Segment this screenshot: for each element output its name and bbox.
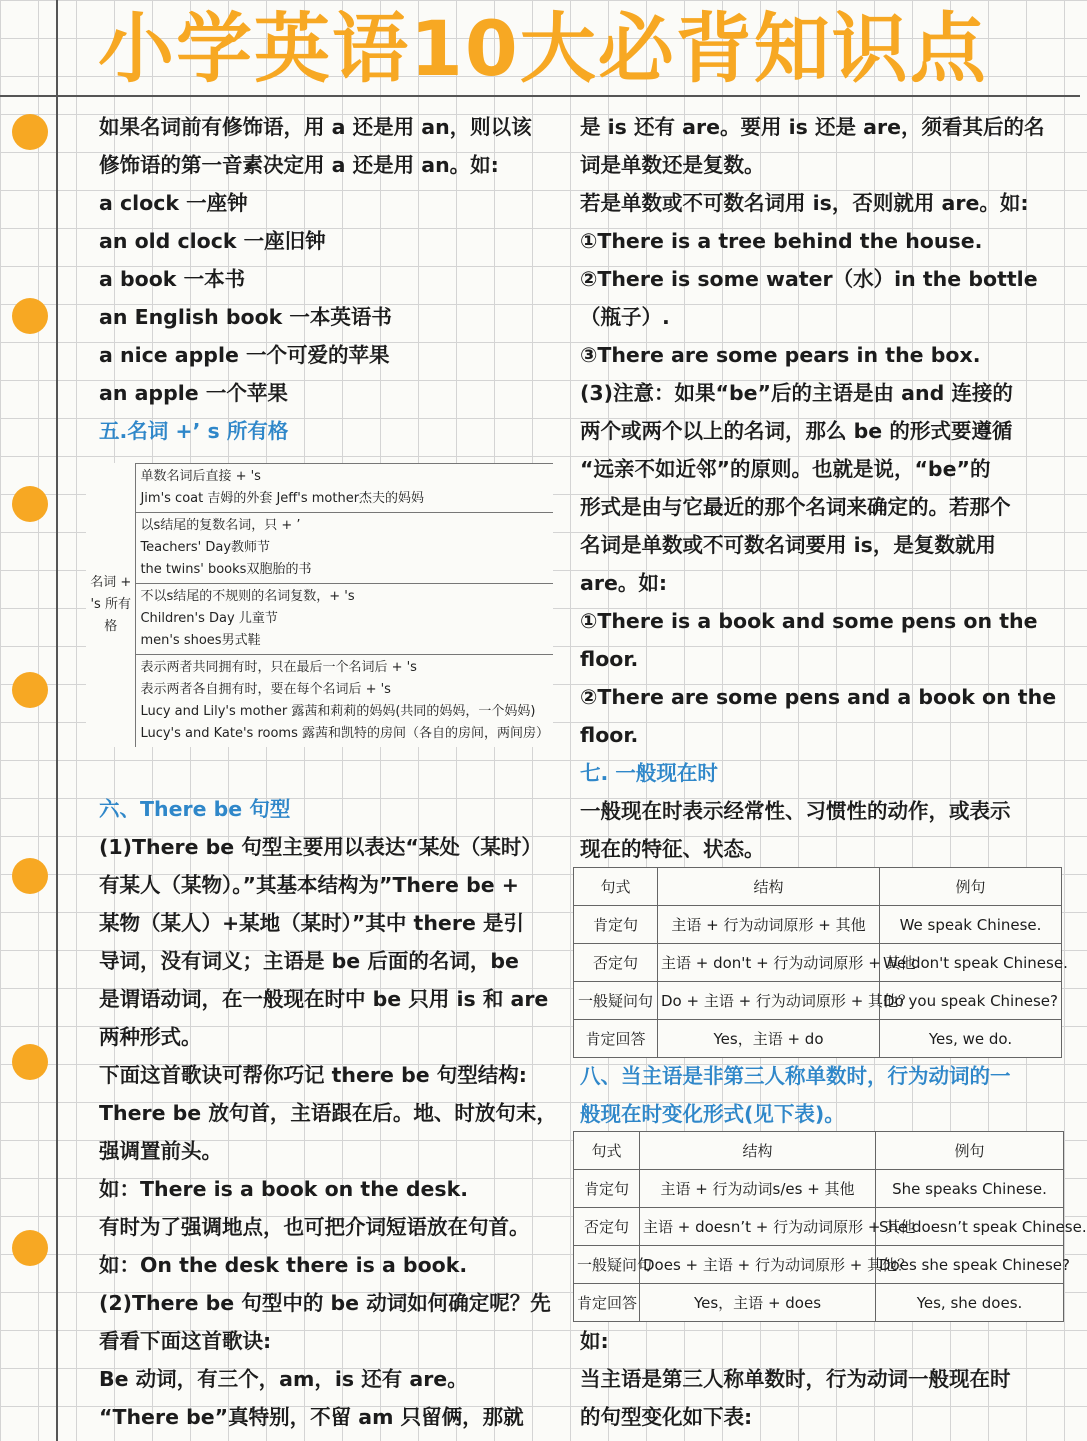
text-line: There be 放句首，主语跟在后。地、时放句末， — [99, 1101, 557, 1125]
binder-hole-dot — [12, 672, 48, 708]
binder-hole-dot — [12, 858, 48, 894]
table-cell: Yes，主语 + do — [658, 1020, 880, 1058]
possessive-rule-line: Lucy and Lily's mother 露茜和莉莉的妈妈(共同的妈妈，一个妈妈) — [140, 704, 536, 719]
table-cell: We speak Chinese. — [880, 906, 1062, 944]
table-cell: Do + 主语 + 行为动词原形 + 其他？ — [658, 982, 880, 1020]
text-line: 现在的特征、状态。 — [580, 837, 765, 861]
table-header-cell: 结构 — [658, 868, 880, 906]
text-line: floor. — [580, 647, 639, 671]
text-line: 的句型变化如下表: — [580, 1405, 753, 1429]
text-line: ②There are some pens and a book on the — [580, 685, 1057, 709]
table-row — [574, 1208, 1064, 1246]
table-cell: Do you speak Chinese? — [880, 982, 1062, 1020]
binder-hole-dot — [12, 114, 48, 150]
text-line: 是谓语动词，在一般现在时中 be 只用 is 和 are — [99, 987, 549, 1011]
section-heading: 七. 一般现在时 — [580, 761, 718, 785]
text-line: 某物（某人）+某地（某时）”其中 there 是引 — [99, 911, 524, 935]
table-header-cell: 句式 — [574, 868, 658, 906]
text-line: ①There is a book and some pens on the — [580, 609, 1038, 633]
possessive-rule-line: Jim's coat 吉姆的外套 Jeff's mother杰夫的妈妈 — [140, 491, 425, 506]
page-title: 小学英语10大必背知识点 — [98, 4, 988, 93]
table-row — [574, 1284, 1064, 1322]
text-line: a clock 一座钟 — [99, 191, 248, 215]
table-header-cell: 结构 — [640, 1132, 876, 1170]
text-line: 词是单数还是复数。 — [580, 153, 765, 177]
table-cell: She doesn’t speak Chinese. — [876, 1208, 1064, 1246]
section-heading: 八、当主语是非第三人称单数时，行为动词的一 — [580, 1064, 1011, 1088]
possessive-table — [86, 463, 553, 747]
table-row — [574, 944, 1062, 982]
text-line: “远亲不如近邻”的原则。也就是说，“be”的 — [580, 457, 991, 481]
text-line: 两个或两个以上的名词，那么 be 的形式要遵循 — [580, 419, 1013, 443]
third-person-table — [573, 1131, 1087, 1322]
table-cell: 一般疑问句 — [574, 1246, 640, 1284]
text-line: 是 is 还有 are。要用 is 还是 are，须看其后的名 — [580, 115, 1045, 139]
possessive-rule-line: 不以s结尾的不规则的名词复数，+ 's — [140, 589, 355, 604]
possessive-rule-cell — [136, 513, 553, 584]
table-header-cell: 句式 — [574, 1132, 640, 1170]
text-line: an apple 一个苹果 — [99, 381, 288, 405]
table-row — [574, 1246, 1064, 1284]
possessive-rule-cell — [136, 655, 553, 748]
table-cell: Does she speak Chinese? — [876, 1246, 1064, 1284]
table-cell: 肯定句 — [574, 906, 658, 944]
table-header-cell: 例句 — [880, 868, 1062, 906]
text-line: a book 一本书 — [99, 267, 246, 291]
text-line: 如：On the desk there is a book. — [99, 1253, 468, 1277]
table-cell: 否定句 — [574, 944, 658, 982]
text-line: 当主语是第三人称单数时，行为动词一般现在时 — [580, 1367, 1011, 1391]
text-line: 如：There is a book on the desk. — [99, 1177, 469, 1201]
possessive-rule-line: Lucy's and Kate's rooms 露茜和凯特的房间（各自的房间，两间房） — [140, 726, 549, 741]
text-line: 修饰语的第一音素决定用 a 还是用 an。如: — [99, 153, 499, 177]
text-line: ③There are some pears in the box. — [580, 343, 981, 367]
text-line: an old clock 一座旧钟 — [99, 229, 326, 253]
text-line: 形式是由与它最近的那个名词来确定的。若那个 — [580, 495, 1011, 519]
text-line: （瓶子）. — [580, 305, 670, 329]
text-line: a nice apple 一个可爱的苹果 — [99, 343, 390, 367]
table-cell: 主语 + don't + 行为动词原形 + 其他 — [658, 944, 880, 982]
text-line: (3)注意：如果“be”后的主语是由 and 连接的 — [580, 381, 1013, 405]
possessive-rule-cell — [136, 584, 553, 655]
table-cell: She speaks Chinese. — [876, 1170, 1064, 1208]
table-cell: Yes，主语 + does — [640, 1284, 876, 1322]
text-line: 有某人（某物）。”其基本结构为”There be + — [99, 873, 519, 897]
possessive-rule-line: 以s结尾的复数名词，只 + ’ — [140, 518, 301, 533]
text-line: 若是单数或不可数名词用 is，否则就用 are。如: — [580, 191, 1029, 215]
possessive-rule-line: 表示两者各自拥有时，要在每个名词后 + 's — [140, 682, 391, 697]
binder-hole-dot — [12, 486, 48, 522]
text-line: 导词，没有词义；主语是 be 后面的名词，be — [99, 949, 519, 973]
possessive-rule-cell — [136, 464, 553, 513]
text-line: ②There is some water（水）in the bottle — [580, 267, 1038, 291]
text-line: “There be”真特别，不留 am 只留俩，那就 — [99, 1405, 524, 1429]
text-line: 一般现在时表示经常性、习惯性的动作，或表示 — [580, 799, 1011, 823]
text-line: (2)There be 句型中的 be 动词如何确定呢？先 — [99, 1291, 551, 1315]
text-line: 强调置前头。 — [99, 1139, 222, 1163]
table-row — [574, 906, 1062, 944]
table-row — [574, 982, 1062, 1020]
table-cell: 肯定回答 — [574, 1020, 658, 1058]
possessive-rule-line: men's shoes男式鞋 — [140, 633, 261, 648]
text-line: 下面这首歌诀可帮你巧记 there be 句型结构: — [99, 1063, 527, 1087]
table-cell: Yes, she does. — [876, 1284, 1064, 1322]
section-heading: 五.名词 +’ s 所有格 — [99, 419, 289, 443]
table-row — [574, 1020, 1062, 1058]
possessive-rule-line: Children's Day 儿童节 — [140, 611, 278, 626]
text-line: 两种形式。 — [99, 1025, 202, 1049]
binder-hole-dot — [12, 1044, 48, 1080]
table-row — [574, 1170, 1064, 1208]
binder-hole-dot — [12, 1230, 48, 1266]
section-heading: 六、There be 句型 — [99, 797, 291, 821]
text-line: (1)There be 句型主要用以表达“某处（某时） — [99, 835, 542, 859]
right-column-bottom — [580, 1322, 1011, 1436]
table-cell: 肯定回答 — [574, 1284, 640, 1322]
text-line: are。如: — [580, 571, 668, 595]
table-header-cell: 例句 — [876, 1132, 1064, 1170]
text-line: 如果名词前有修饰语，用 a 还是用 an，则以该 — [99, 115, 532, 139]
table-cell: 一般疑问句 — [574, 982, 658, 1020]
text-line: 如: — [580, 1329, 609, 1353]
table-cell: 主语 + doesn’t + 行为动词原形 + 其他 — [640, 1208, 876, 1246]
possessive-rule-line: the twins' books双胞胎的书 — [140, 562, 312, 577]
text-line: Be 动词，有三个，am，is 还有 are。 — [99, 1367, 468, 1391]
text-line: an English book 一本英语书 — [99, 305, 392, 329]
binder-hole-dot — [12, 298, 48, 334]
possessive-rule-line: 单数名词后直接 + 's — [140, 469, 261, 484]
text-line: floor. — [580, 723, 639, 747]
table-cell: 主语 + 行为动词s/es + 其他 — [640, 1170, 876, 1208]
table-cell: We don't speak Chinese. — [880, 944, 1062, 982]
right-column-middle — [580, 1057, 1011, 1133]
table-cell: 肯定句 — [574, 1170, 640, 1208]
text-line: 看看下面这首歌诀: — [99, 1329, 272, 1353]
section-heading: 般现在时变化形式(见下表)。 — [580, 1102, 845, 1126]
margin-line — [56, 0, 58, 1441]
present-tense-table — [573, 867, 1068, 1058]
table-cell: Does + 主语 + 行为动词原形 + 其他？ — [640, 1246, 876, 1284]
possessive-rule-line: Teachers' Day教师节 — [140, 540, 271, 555]
left-column-top — [99, 108, 532, 450]
right-column-top — [580, 108, 1056, 868]
possessive-rule-line: 表示两者共同拥有时，只在最后一个名词后 + 's — [140, 660, 417, 675]
table-cell: 主语 + 行为动词原形 + 其他 — [658, 906, 880, 944]
left-column-bottom — [99, 790, 557, 1436]
table-cell: Yes, we do. — [880, 1020, 1062, 1058]
possessive-label: 名词 + 's 所有格 — [86, 464, 136, 748]
text-line: 有时为了强调地点，也可把介词短语放在句首。 — [99, 1215, 530, 1239]
header-divider — [0, 95, 1080, 97]
text-line: 名词是单数或不可数名词要用 is，是复数就用 — [580, 533, 996, 557]
table-cell: 否定句 — [574, 1208, 640, 1246]
text-line: ①There is a tree behind the house. — [580, 229, 983, 253]
